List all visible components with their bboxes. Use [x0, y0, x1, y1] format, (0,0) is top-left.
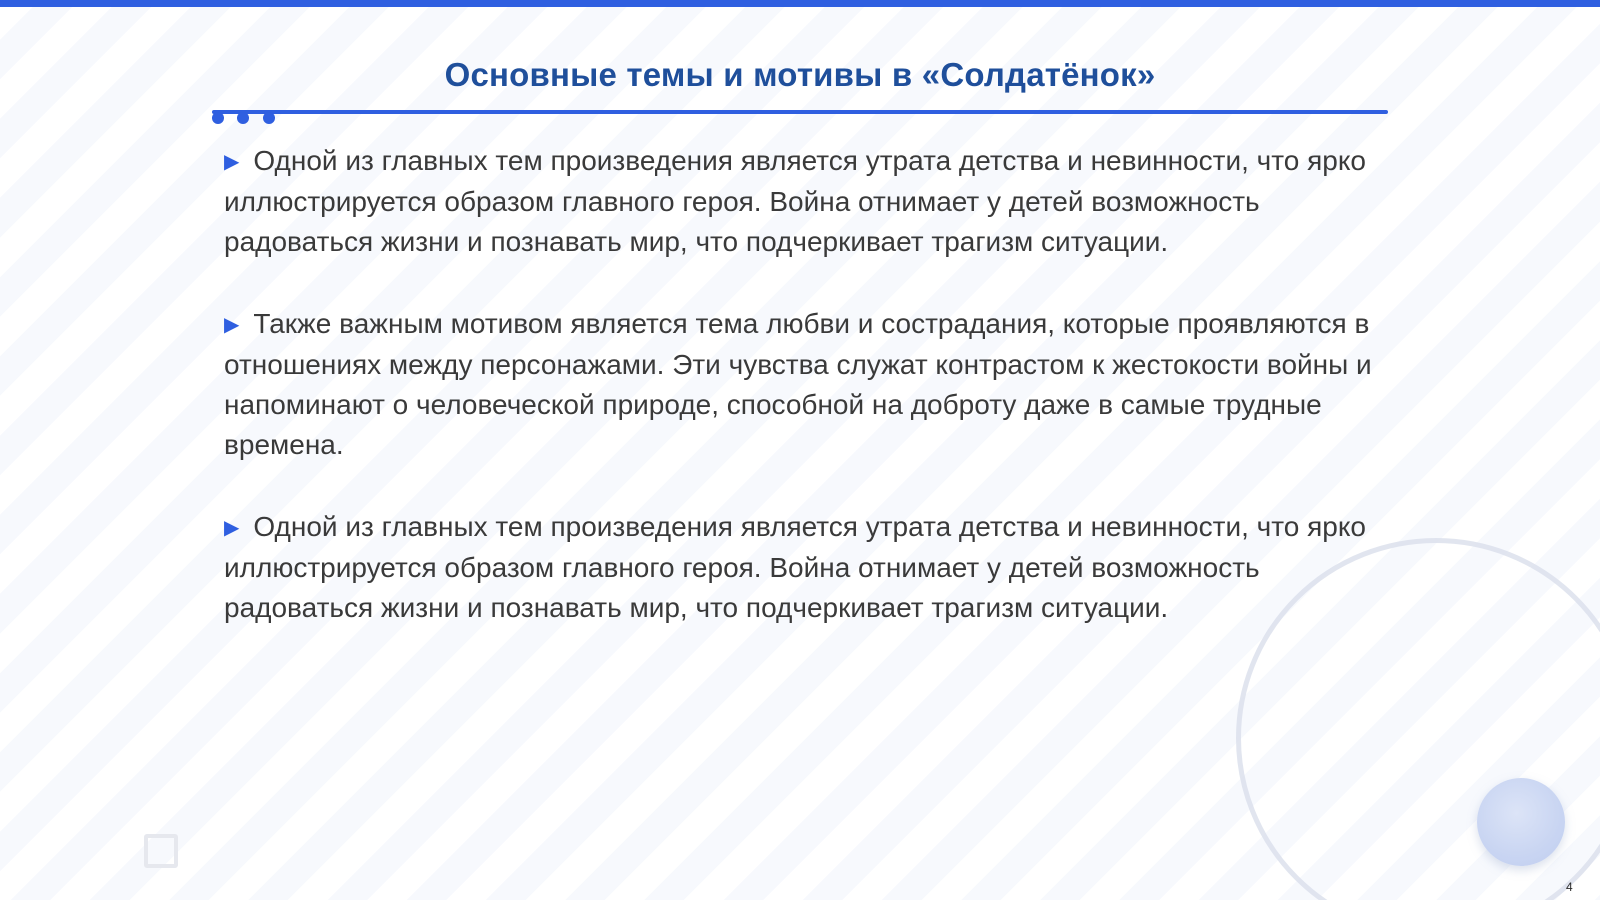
bullet-paragraph: [224, 304, 1392, 465]
decor-dot: [212, 112, 224, 124]
bullet-paragraph: [224, 507, 1392, 628]
top-accent-bar: [0, 0, 1600, 7]
paragraph-text: Также важным мотивом является тема любви и сострадания, которые проявляются в отношениях между персонажами. Эти чувства служат контрастом к жестокости войны и напоминают о человеческой природе, способной на доброту даже в самые трудные времена.: [224, 308, 1372, 460]
slide-body: [224, 141, 1392, 670]
decorative-bubble: [1477, 778, 1565, 866]
paragraph-text: Одной из главных тем произведения является утрата детства и невинности, что ярко иллюстрируется образом главного героя. Война отнимает у детей возможность радоваться жизни и познавать мир, что подчеркивает трагизм ситуации.: [224, 145, 1366, 257]
paragraph-text: Одной из главных тем произведения является утрата детства и невинности, что ярко иллюстрируется образом главного героя. Война отнимает у детей возможность радоваться жизни и познавать мир, что подчеркивает трагизм ситуации.: [224, 511, 1366, 623]
triangle-bullet-icon: ▶: [224, 151, 240, 173]
triangle-bullet-icon: ▶: [224, 517, 240, 539]
slide-title: Основные темы и мотивы в «Солдатёнок»: [444, 56, 1156, 93]
page-number: 4: [1566, 880, 1573, 894]
bullet-paragraph: [224, 141, 1392, 262]
title-underline: [212, 110, 1388, 114]
decor-dot: [237, 112, 249, 124]
decor-dot: [263, 112, 275, 124]
decorative-square: [144, 834, 178, 868]
triangle-bullet-icon: ▶: [224, 314, 240, 336]
